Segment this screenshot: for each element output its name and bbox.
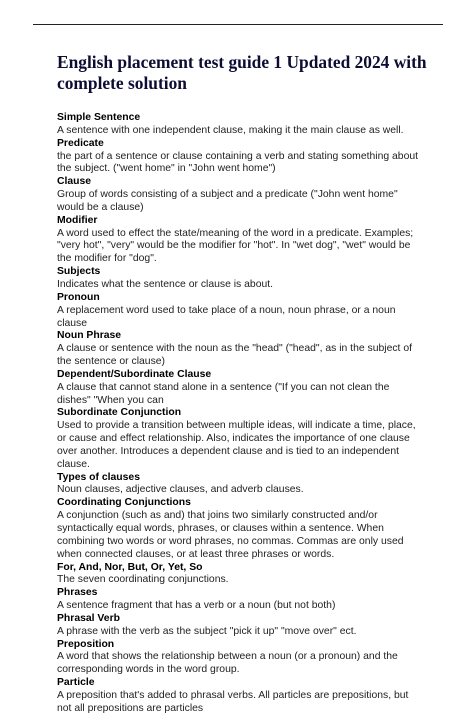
entry-definition: Indicates what the sentence or clause is about. — [57, 278, 274, 290]
entry-term: Coordinating Conjunctions — [57, 497, 191, 509]
glossary-entry — [57, 215, 423, 266]
entry-term: Predicate — [57, 137, 104, 149]
glossary-entry — [57, 497, 423, 561]
entry-definition: A phrase with the verb as the subject "pick it up" "move over" ect. — [57, 625, 357, 637]
glossary-entry — [57, 369, 423, 408]
entry-definition: A preposition that's added to phrasal verbs. All particles are prepositions, but not all prepositions are particles — [57, 689, 409, 714]
glossary-entry — [57, 639, 423, 678]
entry-term: Modifier — [57, 214, 98, 226]
entry-term: Simple Sentence — [57, 112, 141, 123]
entry-term: Pronoun — [57, 291, 100, 303]
entry-term: Preposition — [57, 638, 115, 650]
glossary-entry — [57, 176, 423, 215]
glossary-entry — [57, 138, 423, 177]
entry-definition: Used to provide a transition between multiple ideas, will indicate a time, place, or cause and effect relationship. Also, indicates the importance of one clause over another. Introduces a dependent clause and is tied to an independent clause. — [57, 420, 416, 470]
entry-definition: A sentence with one independent clause, making it the main clause as well. — [57, 124, 404, 136]
entry-term: Clause — [57, 176, 92, 188]
glossary-entry — [57, 330, 423, 369]
entry-definition: the part of a sentence or clause containing a verb and stating something about the subject. ("went home" in "John went home") — [57, 150, 419, 175]
entry-definition: A clause or sentence with the noun as the "head" ("head", as in the subject of the sentence or clause) — [57, 343, 412, 368]
glossary-entry — [57, 613, 423, 639]
glossary-entry — [57, 562, 423, 588]
entry-term: For, And, Nor, But, Or, Yet, So — [57, 561, 203, 573]
glossary-entry — [57, 587, 423, 613]
entry-definition: A clause that cannot stand alone in a sentence ("If you can not clean the dishes" "When you can — [57, 381, 390, 406]
top-rule — [33, 24, 443, 25]
document-title: English placement test guide 1 Updated 2024 with complete solution — [57, 52, 427, 93]
glossary-entry — [57, 407, 423, 471]
glossary-entry — [57, 112, 423, 138]
entry-term: Subjects — [57, 266, 101, 278]
entry-term: Dependent/Subordinate Clause — [57, 368, 212, 380]
glossary-entry — [57, 472, 423, 498]
entry-term: Phrasal Verb — [57, 612, 120, 624]
entry-term: Noun Phrase — [57, 330, 122, 342]
entry-definition: Noun clauses, adjective clauses, and adverb clauses. — [57, 484, 304, 496]
entry-definition: A sentence fragment that has a verb or a noun (but not both) — [57, 600, 336, 612]
entry-term: Particle — [57, 677, 95, 689]
entry-definition: Group of words consisting of a subject and a predicate ("John went home" would be a clause) — [57, 189, 398, 213]
entry-definition: A replacement word used to take place of a noun, noun phrase, or a noun clause — [57, 304, 396, 329]
glossary-list — [57, 112, 423, 716]
glossary-entry — [57, 677, 423, 716]
entry-definition: A word used to effect the state/meaning of the word in a predicate. Examples; "very hot", "very" would be the modifier for "hot". In "wet dog", "wet" would be the modifier for "dog". — [57, 227, 414, 265]
entry-definition: A word that shows the relationship between a noun (or a pronoun) and the corresponding words in the word group. — [57, 651, 398, 676]
entry-term: Phrases — [57, 587, 98, 599]
entry-definition: A conjunction (such as and) that joins two similarly constructed and/or syntactically equal words, phrases, or clauses within a sentence. When combining two words or word phrases, no commas. Commas are only used when connected clauses, or at least three phrases or words. — [57, 510, 404, 560]
glossary-entry — [57, 266, 423, 292]
entry-term: Types of clauses — [57, 471, 140, 483]
glossary-entry — [57, 292, 423, 331]
entry-definition: The seven coordinating conjunctions. — [57, 574, 229, 586]
entry-term: Subordinate Conjunction — [57, 407, 182, 419]
